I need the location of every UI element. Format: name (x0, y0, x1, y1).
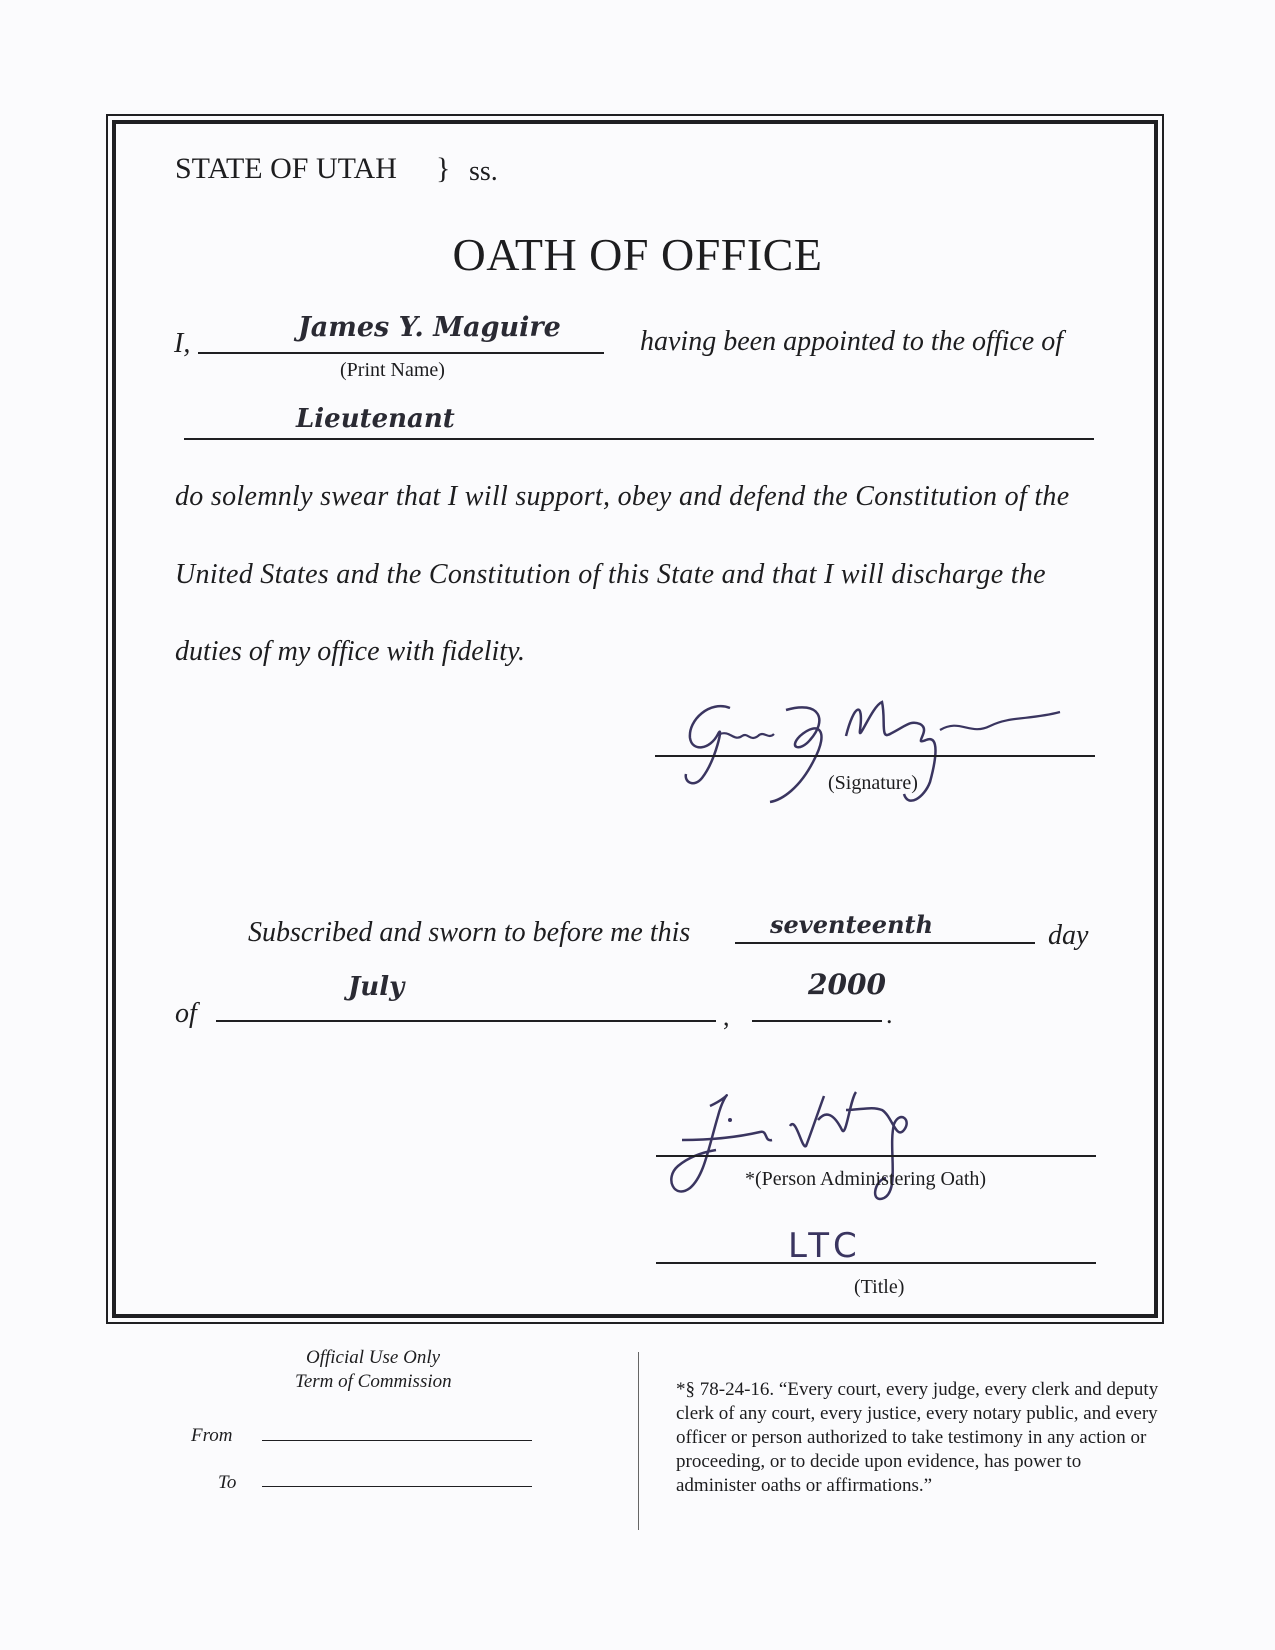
print-name-line (198, 352, 604, 354)
period-mark: . (886, 1000, 893, 1029)
official-use-heading: Official Use Only (306, 1347, 441, 1368)
document-title: OATH OF OFFICE (452, 229, 823, 280)
signature-line (655, 755, 1095, 757)
administering-caption: *(Person Administering Oath) (745, 1168, 987, 1190)
print-name-caption: (Print Name) (340, 359, 445, 381)
oath-body-line3: duties of my office with fidelity. (175, 636, 525, 667)
administering-line (656, 1155, 1096, 1157)
pronoun-i: I, (174, 328, 191, 359)
title-line (656, 1262, 1096, 1264)
print-name-value: James Y. Maguire (298, 312, 561, 343)
day-word: day (1048, 920, 1089, 951)
office-value: Lieutenant (296, 404, 455, 434)
comma-mark: , (723, 1002, 730, 1031)
from-label: From (191, 1425, 233, 1446)
brace-mark: } (436, 152, 451, 185)
office-line (184, 438, 1094, 440)
from-line (262, 1440, 532, 1441)
day-line (735, 942, 1035, 944)
statute-footnote: *§ 78-24-16. “Every court, every judge, every clerk and deputy clerk of any court, every justice, every notary public, and every officer or person authorized to take testimony in any action or proceeding, or to decide upon evidence, has power to administer oaths or affirmations.” (676, 1379, 1159, 1496)
oath-body-line1: do solemnly swear that I will support, obey and defend the Constitution of the (175, 481, 1070, 512)
subscribed-text: Subscribed and sworn to before me this (248, 917, 691, 948)
year-value: 2000 (808, 968, 886, 1001)
appointed-text: having been appointed to the office of (640, 326, 1064, 357)
signature-caption: (Signature) (828, 772, 918, 794)
term-of-commission-heading: Term of Commission (295, 1371, 452, 1392)
oath-body-line2: United States and the Constitution of this State and that I will discharge the (175, 559, 1046, 590)
state-label: STATE OF UTAH (175, 152, 397, 185)
title-value: LTC (788, 1226, 863, 1266)
month-value: July (348, 972, 405, 1002)
footer-divider (638, 1352, 639, 1530)
ss-label: ss. (469, 156, 498, 187)
month-line (216, 1020, 716, 1022)
to-label: To (218, 1472, 237, 1493)
to-line (262, 1486, 532, 1487)
year-line (752, 1020, 882, 1022)
day-value: seventeenth (770, 910, 934, 939)
of-word: of (175, 998, 197, 1029)
title-caption: (Title) (854, 1276, 905, 1298)
